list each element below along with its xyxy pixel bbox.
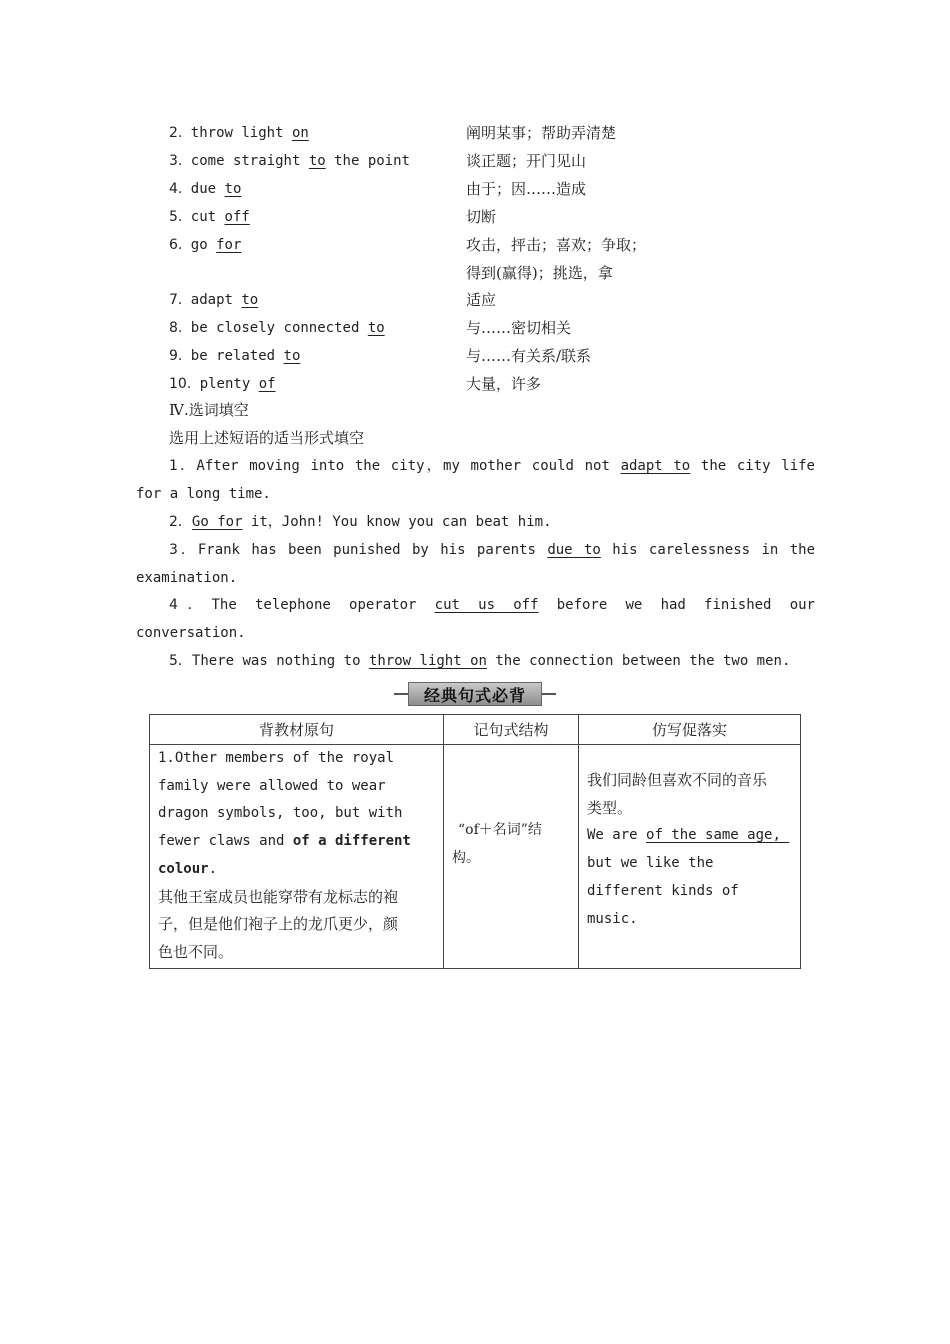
sentence-line [136, 536, 815, 564]
phrase-answer: to [241, 292, 259, 308]
phrase-meaning-cont: 得到(赢得)；挑选，拿 [466, 264, 613, 282]
sentence-text: Frank has been punished by his parents [197, 542, 548, 558]
original-line: dragon symbols, too, but with [158, 805, 403, 822]
phrase-item [169, 151, 410, 171]
sentence-number: 2． [169, 514, 192, 530]
phrase-item [169, 123, 309, 143]
phrase-text: due [190, 181, 225, 197]
sentence-answer: Go for [191, 514, 243, 530]
phrase-text: adapt [190, 292, 242, 308]
sentence-text-after: his carelessness in the [600, 542, 815, 558]
phrase-meaning: 谈正题；开门见山 [466, 152, 587, 170]
phrase-answer: to [367, 320, 385, 336]
phrase-item [169, 290, 258, 310]
structure-cell [444, 745, 579, 969]
sentence-text-after: the city life [690, 458, 815, 474]
sentence-number: 1． [169, 458, 197, 474]
original-translation: 色也不同。 [158, 942, 234, 961]
structure-text: “of＋名词”结 [458, 821, 542, 838]
sentence-text: The telephone operator [211, 597, 435, 613]
phrase-meaning: 切断 [466, 208, 497, 226]
sentence-table [149, 714, 801, 969]
sentence-line [136, 647, 815, 675]
sentence-line [136, 508, 815, 536]
sentence-number: 4． [169, 597, 212, 613]
sentence-continuation: for a long time. [136, 486, 271, 502]
phrase-text: be related [190, 348, 284, 364]
imitate-line: but we like the [587, 855, 714, 872]
sentence-text-after: the connection between the two men. [486, 653, 791, 669]
phrase-number: 3. [169, 153, 183, 169]
original-translation: 其他王室成员也能穿带有龙标志的袍 [158, 887, 399, 906]
phrase-item [169, 318, 385, 338]
imitate-line [587, 822, 792, 850]
sentence-text-after: before we had finished our [538, 597, 815, 613]
sentence-answer: throw light on [368, 653, 487, 669]
sentence-line [136, 452, 815, 480]
exercise-sentence [136, 591, 815, 647]
sentence-number: 5． [169, 653, 192, 669]
imitate-prompt: 我们同龄但喜欢不同的音乐 [587, 771, 768, 789]
original-text: fewer claws and [158, 833, 293, 850]
imitate-answer: of the same age, [646, 827, 790, 844]
table-header-row [150, 715, 801, 745]
phrase-number: 2. [169, 125, 183, 141]
section-banner [394, 681, 556, 707]
phrase-item [169, 207, 250, 227]
phrase-answer: on [291, 125, 309, 141]
original-end: . [208, 860, 218, 877]
table-header-structure: 记句式结构 [444, 715, 579, 745]
sentence-continuation: conversation. [136, 625, 246, 641]
structure-text: 构。 [452, 849, 480, 866]
original-line-5 [158, 856, 435, 884]
phrase-text-after: the point [325, 153, 410, 169]
phrase-meaning: 阐明某事；帮助弄清楚 [466, 124, 617, 142]
sentence-line [136, 591, 815, 619]
imitate-prompt: 类型。 [587, 798, 633, 817]
sentence-answer: adapt to [620, 458, 691, 474]
table-header-original: 背教材原句 [150, 715, 444, 745]
imitate-pre: We are [587, 827, 647, 844]
section-heading: Ⅳ.选词填空 [169, 401, 249, 419]
phrase-meaning: 攻击，抨击；喜欢；争取； [466, 236, 647, 254]
exercise-sentence [136, 647, 815, 675]
phrase-text: throw light [190, 125, 292, 141]
phrase-text: come straight [190, 153, 309, 169]
sentence-text: There was nothing to [191, 653, 369, 669]
sentence-number: 3． [169, 542, 198, 558]
sentence-text-after: it，John! You know you can beat him. [242, 514, 552, 530]
exercise-sentence [136, 452, 815, 508]
sentence-answer: cut us off [434, 597, 539, 613]
phrase-text: cut [190, 209, 225, 225]
original-translation: 子，但是他们袍子上的龙爪更少，颜 [158, 915, 399, 934]
phrase-meaning: 适应 [466, 291, 497, 309]
phrase-meaning: 大量，许多 [466, 375, 542, 393]
phrase-number: 8. [169, 320, 183, 336]
original-bold-2: colour [158, 860, 209, 877]
imitate-line: different kinds of [587, 882, 739, 899]
exercise-sentence [136, 508, 815, 536]
phrase-text: be closely connected [190, 320, 368, 336]
original-bold: of a different [292, 833, 411, 850]
exercise-sentence [136, 536, 815, 592]
banner-title: 经典句式必背 [408, 682, 542, 706]
table-header-imitate: 仿写促落实 [579, 715, 801, 745]
phrase-number: 7. [169, 292, 183, 308]
phrase-answer: to [308, 153, 326, 169]
phrase-item [169, 179, 241, 199]
table-row [150, 745, 801, 969]
phrase-number: 9. [169, 348, 183, 364]
phrase-meaning: 由于；因……造成 [466, 180, 587, 198]
phrase-text: plenty [199, 376, 259, 392]
sentence-continuation: examination. [136, 570, 238, 586]
imitate-cell [579, 745, 801, 969]
phrase-answer: off [224, 209, 250, 225]
phrase-answer: to [224, 181, 242, 197]
sentence-answer: due to [547, 542, 601, 558]
phrase-item [169, 346, 300, 366]
section-instruction: 选用上述短语的适当形式填空 [169, 429, 365, 447]
phrase-meaning: 与……有关系/联系 [466, 347, 592, 365]
phrase-item [169, 235, 241, 255]
phrase-text: go [190, 237, 217, 253]
phrase-meaning: 与……密切相关 [466, 319, 572, 337]
phrase-number: 6. [169, 237, 183, 253]
phrase-answer: for [216, 237, 242, 253]
phrase-number: 4. [169, 181, 183, 197]
original-line-4 [158, 828, 435, 856]
phrase-number: 5. [169, 209, 183, 225]
original-line: family were allowed to wear [158, 777, 386, 794]
phrase-item [169, 374, 276, 394]
phrase-number: 10. [169, 376, 192, 392]
sentence-text: After moving into the city，my mother could not [196, 458, 621, 474]
original-sentence-cell [150, 745, 444, 969]
original-line: 1.Other members of the royal [158, 750, 395, 766]
imitate-line: music. [587, 910, 638, 927]
phrase-answer: of [258, 376, 276, 392]
phrase-answer: to [283, 348, 301, 364]
